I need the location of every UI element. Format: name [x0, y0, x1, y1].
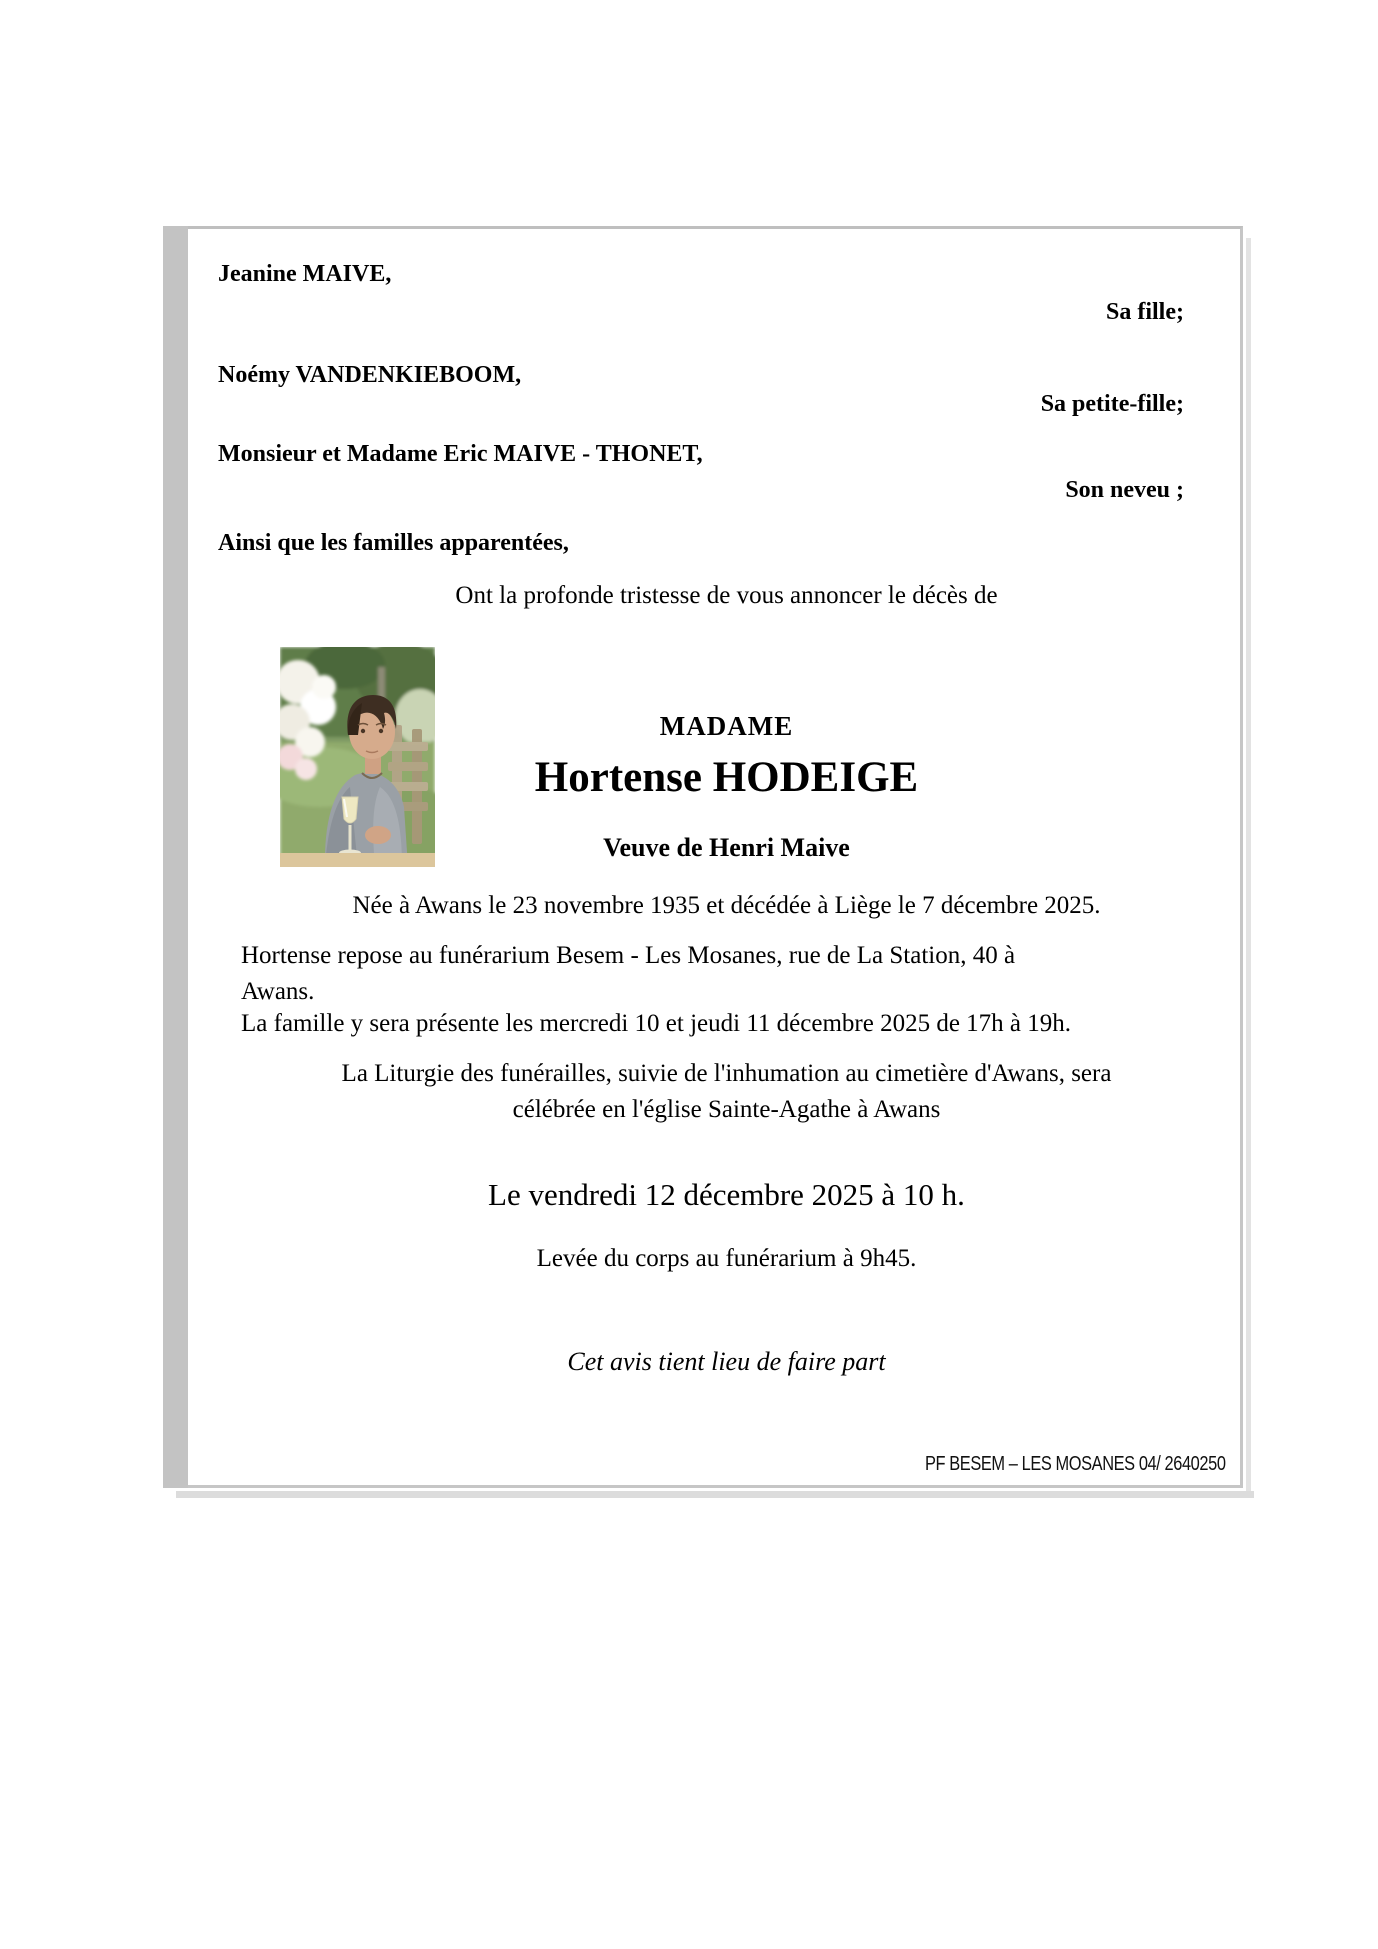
page-left-edge — [163, 226, 188, 1488]
relation-label-granddaughter: Sa petite-fille; — [1040, 391, 1184, 417]
page-shadow-bottom — [176, 1491, 1254, 1498]
ceremony-date-line: Le vendredi 12 décembre 2025 à 10 h. — [488, 1177, 965, 1212]
deceased-name: Hortense HODEIGE — [534, 754, 919, 801]
related-families-line: Ainsi que les familles apparentées, — [218, 530, 569, 556]
deceased-title: MADAME — [659, 711, 794, 741]
life-dates-line: Née à Awans le 23 novembre 1935 et décédée à Liège le 7 décembre 2025. — [352, 892, 1101, 919]
liturgy-line-2: célébrée en l'église Sainte-Agathe à Awans — [512, 1096, 941, 1123]
obituary-page — [163, 226, 1243, 1488]
funeral-home-footer: PF BESEM – LES MOSANES 04/ 2640250 — [925, 1453, 1226, 1475]
faire-part-notice: Cet avis tient lieu de faire part — [567, 1347, 886, 1376]
relative-name-daughter: Jeanine MAIVE, — [218, 261, 392, 287]
family-presence-line: La famille y sera présente les mercredi 10 et jeudi 11 décembre 2025 de 17h à 19h. — [241, 1010, 1072, 1037]
announcement-line: Ont la profonde tristesse de vous annoncer le décès de — [455, 582, 998, 609]
levee-du-corps-line: Levée du corps au funérarium à 9h45. — [536, 1245, 917, 1272]
page-shadow-right — [1246, 238, 1251, 1491]
liturgy-line-1: La Liturgie des funérailles, suivie de l'inhumation au cimetière d'Awans, sera — [341, 1060, 1112, 1087]
relation-label-nephew: Son neveu ; — [1065, 477, 1184, 503]
repose-line-2: Awans. — [241, 978, 315, 1005]
relative-name-nephew: Monsieur et Madame Eric MAIVE - THONET, — [218, 441, 703, 467]
widow-of-line: Veuve de Henri Maive — [603, 833, 850, 862]
repose-line-1: Hortense repose au funérarium Besem - Les Mosanes, rue de La Station, 40 à — [241, 942, 1016, 969]
relative-name-granddaughter: Noémy VANDENKIEBOOM, — [218, 362, 522, 388]
relation-label-daughter: Sa fille; — [1106, 299, 1184, 325]
